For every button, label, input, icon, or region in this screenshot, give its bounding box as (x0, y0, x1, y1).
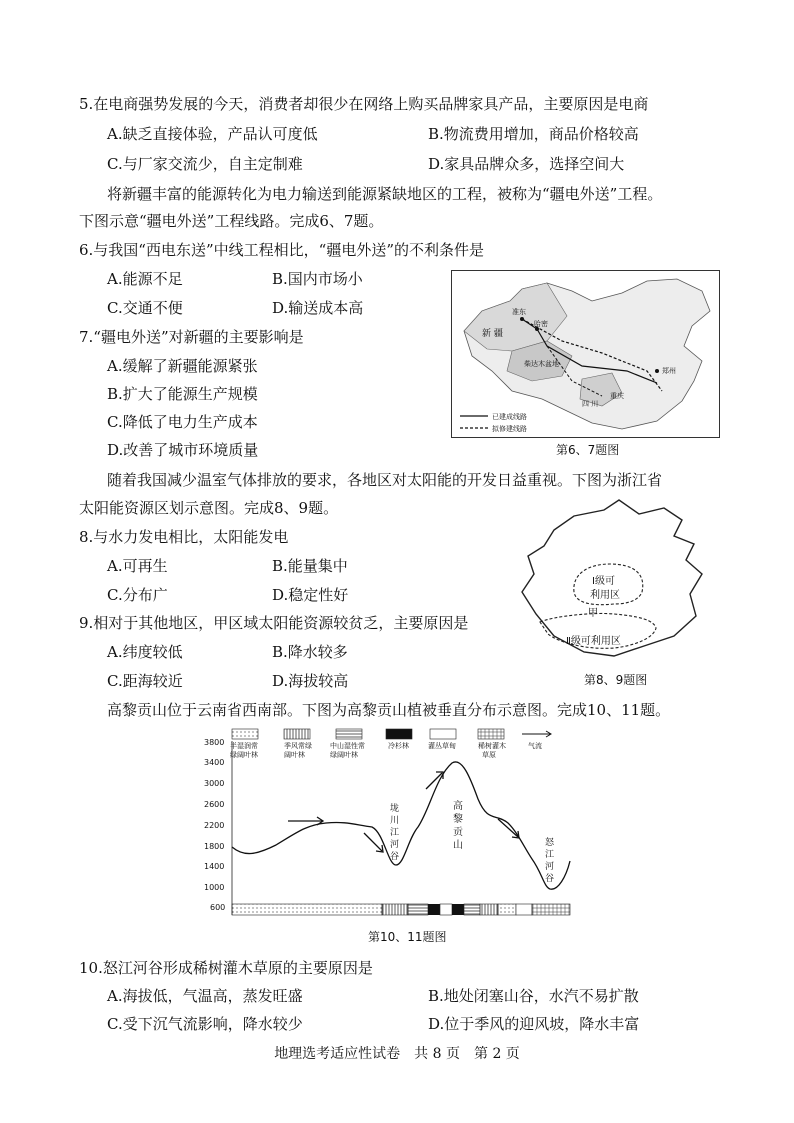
band-montane (408, 904, 428, 915)
q7-option-c: C.降低了电力生产成本 (107, 413, 258, 431)
q9-option-d: D.海拔较高 (272, 672, 349, 690)
ytick-1800: 1800 (204, 842, 225, 851)
q9-option-a: A.纬度较低 (107, 643, 183, 661)
vegetation-profile (196, 727, 586, 922)
q6-option-c: C.交通不便 (107, 299, 183, 317)
q8-option-a: A.可再生 (107, 557, 168, 575)
intro89-line2: 太阳能资源区划示意图。完成8、9题。 (79, 499, 339, 517)
legend-label-6a: 稀树灌木 (478, 742, 506, 750)
valley2-c4: 谷 (545, 874, 555, 884)
intro67-line2: 下图示意“疆电外送”工程线路。完成6、7题。 (79, 212, 384, 230)
legend-box-3 (336, 729, 362, 739)
valley1-c5: 谷 (390, 852, 400, 862)
q7-stem: 7.“疆电外送”对新疆的主要影响是 (79, 328, 304, 346)
band-semi-humid (232, 904, 382, 915)
q7-option-d: D.改善了城市环境质量 (107, 441, 259, 459)
q8-option-d: D.稳定性好 (272, 586, 349, 604)
band-montane-2 (464, 904, 480, 915)
intro89-line1: 随着我国减少温室气体排放的要求，各地区对太阳能的开发日益重视。下图为浙江省 (107, 471, 663, 489)
q7-option-a: A.缓解了新疆能源紧张 (107, 357, 258, 375)
ytick-3800: 3800 (204, 738, 225, 747)
zhejiang-solar-map (514, 496, 714, 668)
legend-label-7: 气流 (528, 742, 542, 750)
ytick-3400: 3400 (204, 758, 225, 767)
zone1-label-1: Ⅰ级可 (592, 576, 615, 587)
label-xinjiang: 新 疆 (482, 329, 503, 339)
valley2-c1: 怒 (545, 838, 555, 848)
intro67-line1: 将新疆丰富的能源转化为电力输送到能源紧缺地区的工程，被称为“疆电外送”工程。 (107, 185, 663, 203)
ytick-600: 600 (210, 903, 226, 912)
legend-box-5 (430, 729, 456, 739)
label-zhundong: 准东 (512, 308, 526, 316)
ytick-1000: 1000 (204, 883, 225, 892)
q9-stem: 9.相对于其他地区，甲区域太阳能资源较贫乏，主要原因是 (79, 614, 469, 632)
band-monsoon-2 (480, 904, 498, 915)
q10-stem: 10.怒江河谷形成稀树灌木草原的主要原因是 (79, 959, 373, 977)
mountain-c4: 山 (453, 840, 463, 851)
label-hami: 哈密 (534, 320, 548, 328)
band-fir-1 (428, 904, 440, 915)
q6-option-a: A.能源不足 (107, 270, 183, 288)
q10-option-b: B.地处闭塞山谷，水汽不易扩散 (428, 987, 639, 1005)
q6-option-d: D.输送成本高 (272, 299, 364, 317)
ytick-1400: 1400 (204, 862, 225, 871)
q6-option-b: B.国内市场小 (272, 270, 363, 288)
power-route-map (451, 270, 720, 438)
q5-option-d: D.家具品牌众多，选择空间大 (428, 155, 625, 173)
q8-option-c: C.分布广 (107, 586, 168, 604)
valley1-c4: 河 (390, 840, 400, 850)
band-semi-humid-2 (498, 904, 516, 915)
legend-box-1 (232, 729, 258, 739)
q10-option-d: D.位于季风的迎风坡，降水丰富 (428, 1015, 640, 1033)
legend-label-4: 冷杉林 (388, 742, 409, 750)
mountain-c1: 高 (453, 801, 463, 812)
legend-label-5: 灌丛草甸 (428, 742, 456, 750)
label-chongqing: 重庆 (610, 392, 624, 400)
label-sichuan: 四 川 (582, 400, 599, 408)
band-savanna (532, 904, 570, 915)
legend-label-2b: 阔叶林 (284, 751, 305, 759)
zone1-label-2: 利用区 (590, 590, 620, 601)
legend-label-6b: 草原 (482, 751, 496, 759)
q5-stem: 5.在电商强势发展的今天，消费者却很少在网络上购买品牌家具产品，主要原因是电商 (79, 95, 649, 113)
legend-label-3a: 中山湿性常 (330, 742, 365, 750)
airflow-arrow-4 (498, 819, 518, 837)
q5-option-a: A.缺乏直接体验，产品认可度低 (107, 125, 318, 143)
valley1-c3: 江 (390, 828, 400, 838)
zhengzhou-dot (655, 369, 659, 373)
intro1011: 高黎贡山位于云南省西南部。下图为高黎贡山植被垂直分布示意图。完成10、11题。 (107, 701, 671, 719)
jia-label: 甲 (588, 608, 598, 619)
legend-label-1a: 半湿润常 (230, 742, 258, 750)
band-shrub-meadow (440, 904, 452, 915)
ytick-2600: 2600 (204, 800, 225, 809)
legend-planned-label: 拟修建线路 (492, 425, 527, 433)
q8-stem: 8.与水力发电相比，太阳能发电 (79, 528, 289, 546)
q10-option-c: C.受下沉气流影响，降水较少 (107, 1015, 303, 1033)
q10-option-a: A.海拔低，气温高，蒸发旺盛 (107, 987, 303, 1005)
map67-caption: 第6、7题图 (556, 443, 620, 457)
q8-option-b: B.能量集中 (272, 557, 348, 575)
ytick-3000: 3000 (204, 779, 225, 788)
mountain-c3: 贡 (453, 827, 463, 838)
q5-option-c: C.与厂家交流少，自主定制难 (107, 155, 303, 173)
label-zhengzhou: 郑州 (662, 367, 676, 375)
legend-box-2 (284, 729, 310, 739)
band-monsoon (382, 904, 408, 915)
page-footer: 地理选考适应性试卷 共 8 页 第 2 页 (274, 1046, 520, 1062)
zone2-label: Ⅱ级可利用区 (566, 636, 621, 647)
zhundong-dot (520, 317, 524, 321)
legend-label-2a: 季风常绿 (284, 742, 312, 750)
legend-box-6 (478, 729, 504, 739)
profile-caption: 第10、11题图 (368, 930, 447, 944)
legend-label-1b: 绿阔叶林 (230, 751, 258, 759)
ytick-2200: 2200 (204, 821, 225, 830)
map89-caption: 第8、9题图 (584, 673, 648, 687)
valley2-c3: 河 (545, 862, 555, 872)
terrain-profile (232, 762, 570, 889)
band-blank (516, 904, 532, 915)
legend-box-4 (386, 729, 412, 739)
band-fir-2 (452, 904, 464, 915)
legend-label-3b: 绿阔叶林 (330, 751, 358, 759)
valley1-c2: 川 (390, 816, 400, 826)
label-qaidam: 柴达木盆地 (524, 360, 559, 368)
q7-option-b: B.扩大了能源生产规模 (107, 385, 258, 403)
q5-option-b: B.物流费用增加，商品价格较高 (428, 125, 639, 143)
valley1-c1: 垅 (390, 804, 400, 814)
mountain-c2: 黎 (453, 814, 463, 825)
q9-option-b: B.降水较多 (272, 643, 348, 661)
valley2-c2: 江 (545, 850, 555, 860)
q6-stem: 6.与我国“西电东送”中线工程相比，“疆电外送”的不利条件是 (79, 241, 484, 259)
q9-option-c: C.距海较近 (107, 672, 183, 690)
legend-built-label: 已建成线路 (492, 413, 527, 421)
